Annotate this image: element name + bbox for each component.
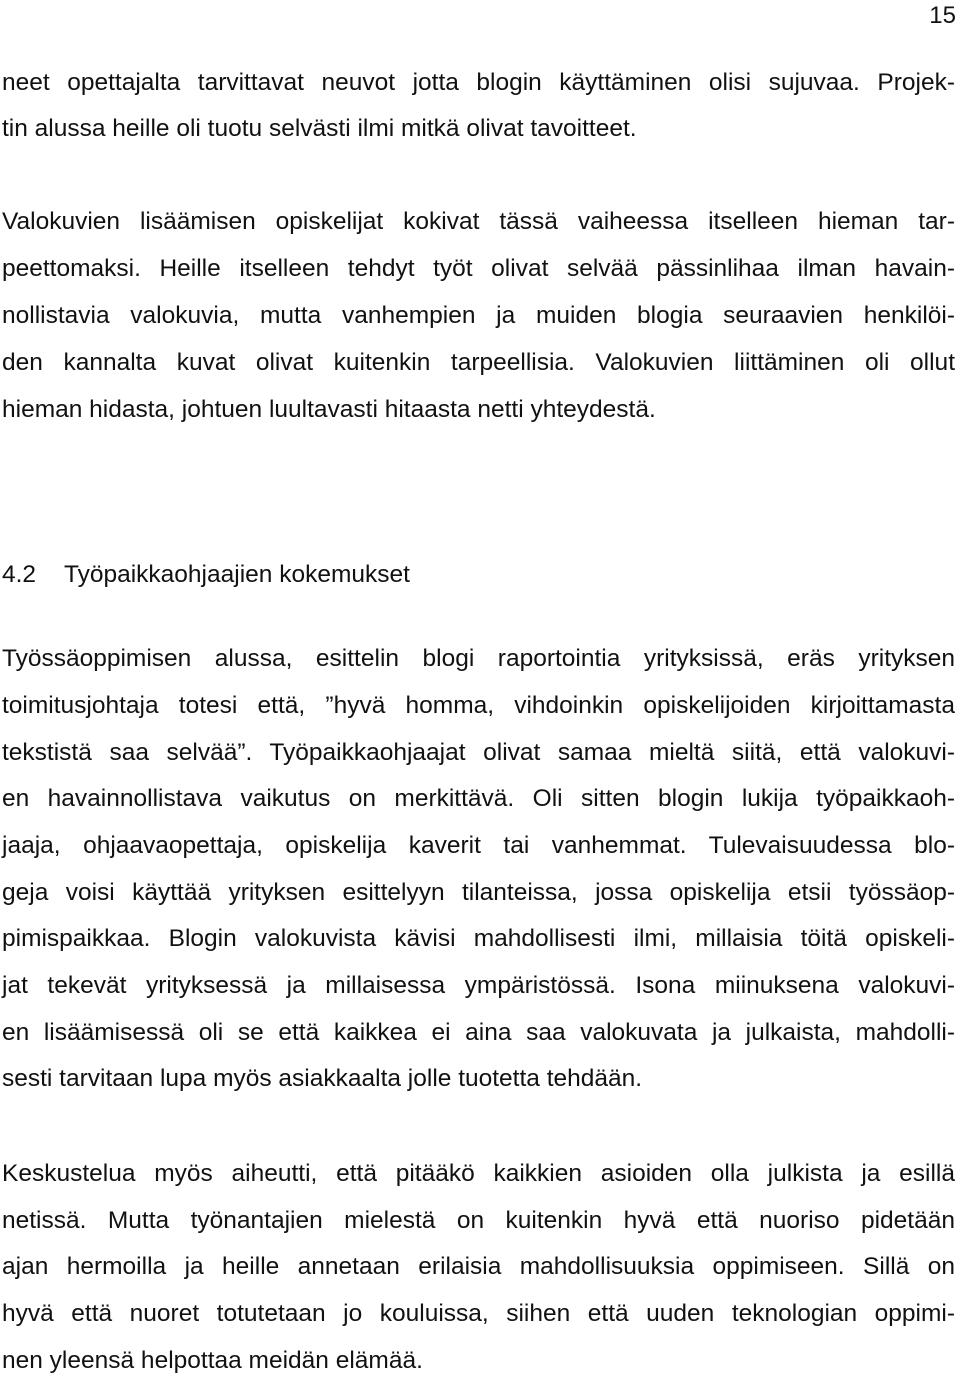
paragraph-line: toimitusjohtaja totesi että, ”hyvä homma, vihdoinkin opiskelijoiden kirjoittamasta bbox=[2, 692, 955, 719]
paragraph-line: Työssäoppimisen alussa, esittelin blogi raportointia yrityksissä, eräs yrityksen bbox=[2, 645, 955, 672]
paragraph-line: en lisäämisessä oli se että kaikkea ei aina saa valokuvata ja julkaista, mahdolli- bbox=[2, 1019, 955, 1046]
paragraph-line: geja voisi käyttää yrityksen esittelyyn tilanteissa, jossa opiskelija etsii työssäop- bbox=[2, 879, 955, 906]
page-number: 15 bbox=[929, 2, 956, 29]
paragraph-line: tin alussa heille oli tuotu selvästi ilmi mitkä olivat tavoitteet. bbox=[2, 115, 637, 142]
paragraph-line: hyvä että nuoret totutetaan jo kouluissa, siihen että uuden teknologian oppimi- bbox=[2, 1300, 955, 1327]
paragraph-line: jat tekevät yrityksessä ja millaisessa ympäristössä. Isona miinuksena valokuvi- bbox=[2, 972, 955, 999]
paragraph-line: nen yleensä helpottaa meidän elämää. bbox=[2, 1347, 423, 1374]
paragraph-line: tekstistä saa selvää”. Työpaikkaohjaajat olivat samaa mieltä siitä, että valokuvi- bbox=[2, 739, 955, 766]
paragraph-line: sesti tarvitaan lupa myös asiakkaalta jolle tuotetta tehdään. bbox=[2, 1065, 643, 1092]
paragraph-line: nollistavia valokuvia, mutta vanhempien ja muiden blogia seuraavien henkilöi- bbox=[2, 302, 955, 329]
section-number: 4.2 bbox=[2, 561, 37, 588]
paragraph-line: Valokuvien lisäämisen opiskelijat kokivat tässä vaiheessa itselleen hieman tar- bbox=[2, 208, 955, 235]
section-title: Työpaikkaohjaajien kokemukset bbox=[64, 561, 410, 588]
paragraph-line: ajan hermoilla ja heille annetaan erilaisia mahdollisuuksia oppimiseen. Sillä on bbox=[2, 1253, 955, 1280]
paragraph-line: hieman hidasta, johtuen luultavasti hitaasta netti yhteydestä. bbox=[2, 396, 656, 423]
paragraph-line: netissä. Mutta työnantajien mielestä on kuitenkin hyvä että nuoriso pidetään bbox=[2, 1207, 955, 1234]
paragraph-line: Keskustelua myös aiheutti, että pitääkö kaikkien asioiden olla julkista ja esillä bbox=[2, 1160, 955, 1187]
paragraph-line: den kannalta kuvat olivat kuitenkin tarpeellisia. Valokuvien liittäminen oli ollut bbox=[2, 349, 955, 376]
paragraph-line: neet opettajalta tarvittavat neuvot jotta blogin käyttäminen olisi sujuvaa. Projek- bbox=[2, 69, 955, 96]
paragraph-line: peettomaksi. Heille itselleen tehdyt työt olivat selvää pässinlihaa ilman havain- bbox=[2, 255, 955, 282]
paragraph-line: pimispaikkaa. Blogin valokuvista kävisi mahdollisesti ilmi, millaisia töitä opiskeli- bbox=[2, 925, 955, 952]
paragraph-line: jaaja, ohjaavaopettaja, opiskelija kaverit tai vanhemmat. Tulevaisuudessa blo- bbox=[2, 832, 955, 859]
paragraph-line: en havainnollistava vaikutus on merkittävä. Oli sitten blogin lukija työpaikkaoh- bbox=[2, 785, 955, 812]
section-heading bbox=[2, 560, 410, 590]
